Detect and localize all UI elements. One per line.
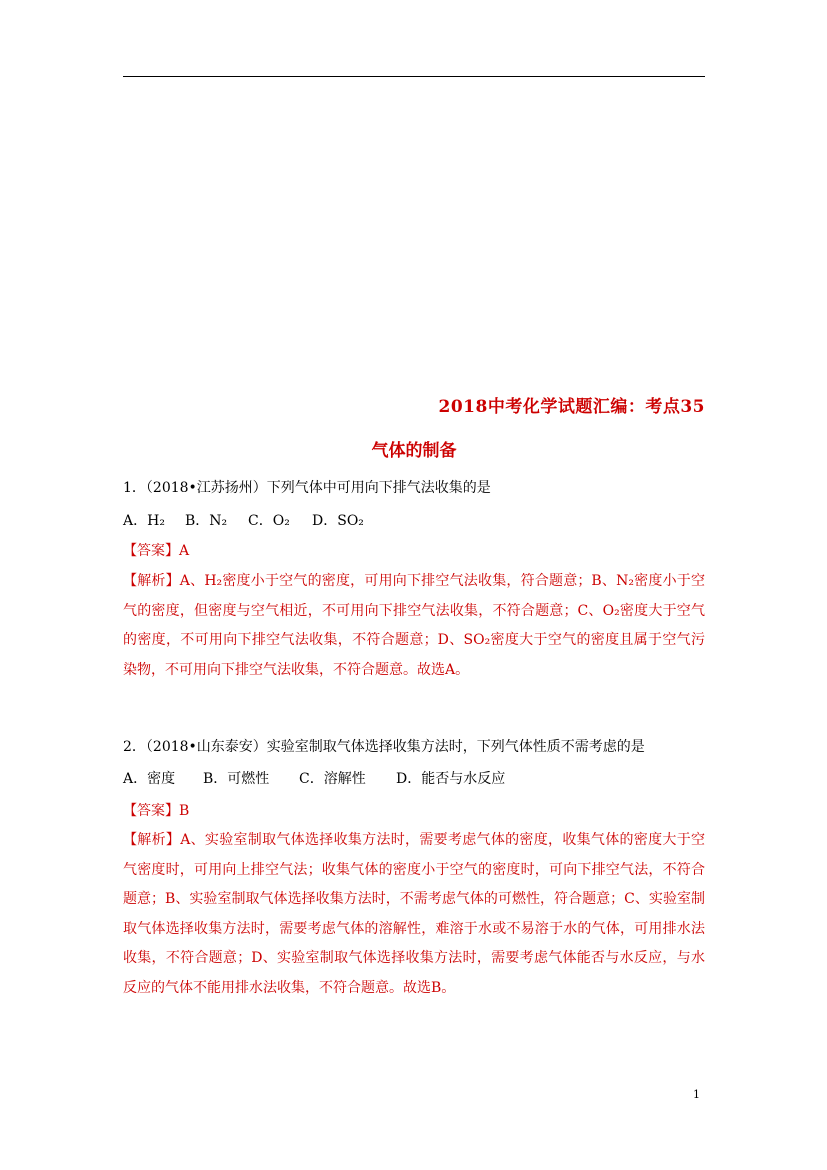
- option-c: C．O₂: [248, 513, 290, 529]
- question-1-options: [123, 510, 364, 530]
- question-2-answer: 【答案】B: [123, 803, 190, 819]
- question-2-analysis: 【解析】A、实验室制取气体选择收集方法时，需要考虑气体的密度，收集气体的密度大于空气密度时，可用向上排空气法；收集气体的密度小于空气的密度时，可向下排空气法，不符合题意；B、实验室制取气体选择收集方法时，不需考虑气体的可燃性，符合题意；C、实验室制取气体选择收集方法时，需要考虑气体的溶解性，难溶于水或不易溶于水的气体，可用排水法收集，不符合题意；D、实验室制取气体选择收集方法时，需要考虑气体能否与水反应，与水反应的气体不能用排水法收集，不符合题意。故选B。: [123, 832, 705, 996]
- document-subtitle: 气体的制备: [371, 441, 457, 461]
- header-rule: [123, 76, 705, 77]
- question-1-stem: 1．（2018•江苏扬州）下列气体中可用向下排气法收集的是: [123, 480, 491, 496]
- question-2-stem: 2．（2018•山东泰安）实验室制取气体选择收集方法时，下列气体性质不需考虑的是: [123, 739, 645, 755]
- question-2-options: [123, 768, 505, 788]
- option-d: D．SO₂: [312, 513, 364, 529]
- option-a: A．H₂: [123, 513, 165, 529]
- document-title: 2018中考化学试题汇编：考点35: [438, 397, 705, 417]
- page-number: 1: [693, 1088, 700, 1101]
- option-b: B．可燃性: [203, 771, 270, 787]
- option-b: B．N₂: [185, 513, 228, 529]
- option-a: A．密度: [123, 771, 176, 787]
- question-1-analysis: 【解析】A、H₂密度小于空气的密度，可用向下排空气法收集，符合题意；B、N₂密度小于空气的密度，但密度与空气相近，不可用向下排空气法收集，不符合题意；C、O₂密度大于空气的密度，不可用向下排空气法收集，不符合题意；D、SO₂密度大于空气的密度且属于空气污染物，不可用向下排空气法收集，不符合题意。故选A。: [123, 573, 705, 678]
- option-c: C．溶解性: [299, 771, 366, 787]
- question-1-answer: 【答案】A: [123, 543, 190, 559]
- option-d: D．能否与水反应: [396, 771, 506, 787]
